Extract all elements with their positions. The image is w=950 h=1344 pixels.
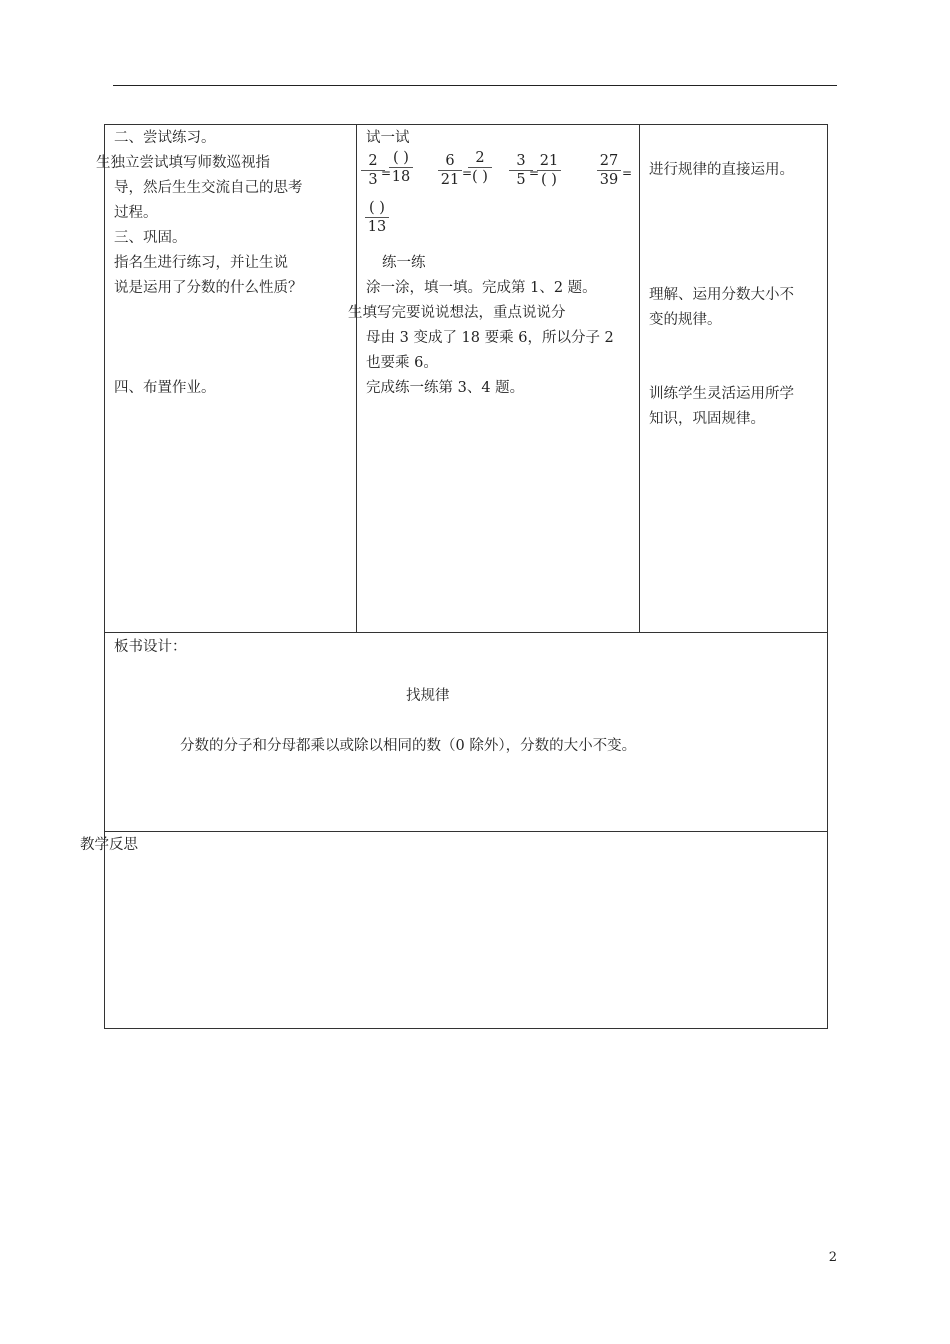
page-number: 2 — [828, 1250, 837, 1265]
fraction: 2 3 — [361, 153, 385, 188]
fraction: ( ) 13 — [365, 200, 389, 235]
left-text-line: 导，然后生生交流自己的思考 — [114, 180, 303, 196]
row-divider-board — [104, 632, 828, 633]
mid-text-line: 生填写完要说说想法，重点说说分 — [348, 305, 566, 321]
row-divider-reflection — [104, 831, 828, 832]
mid-text-line: 也要乘 6。 — [366, 355, 438, 371]
header-rule — [113, 85, 837, 86]
left-text-line: 指名生进行练习，并让生说 — [114, 255, 288, 271]
mid-text-line: 完成练一练第 3、4 题。 — [366, 380, 525, 396]
mid-text-line: 涂一涂，填一填。完成第 1、2 题。 — [366, 280, 597, 296]
board-rule: 分数的分子和分母都乘以或除以相同的数（0 除外），分数的大小不变。 — [180, 738, 637, 754]
fraction: 21 ( ) — [537, 153, 561, 188]
purpose-note: 进行规律的直接运用。 — [649, 162, 794, 178]
purpose-note: 理解、运用分数大小不 — [649, 287, 794, 303]
left-text-line: 生独立尝试填写师数巡视指 — [96, 155, 270, 171]
purpose-note: 知识，巩固规律。 — [649, 411, 765, 427]
purpose-note: 训练学生灵活运用所学 — [649, 386, 794, 402]
equals-sign: = — [622, 166, 633, 180]
practice-title: 练一练 — [382, 255, 426, 271]
equals-sign: = — [462, 166, 473, 180]
mid-text-line: 母由 3 变成了 18 要乘 6，所以分子 2 — [366, 330, 614, 346]
board-title: 找规律 — [406, 688, 450, 704]
section-4-heading: 四、布置作业。 — [114, 380, 216, 396]
column-divider-2 — [639, 124, 640, 632]
left-text-line: 说是运用了分数的什么性质？ — [114, 280, 303, 296]
board-design-label: 板书设计： — [114, 639, 187, 655]
left-text-line: 过程。 — [114, 205, 158, 221]
reflection-label: 教学反思 — [80, 837, 138, 853]
equals-sign: = — [381, 166, 392, 180]
section-3-heading: 三、巩固。 — [114, 230, 187, 246]
try-title: 试一试 — [366, 130, 410, 146]
purpose-note: 变的规律。 — [649, 312, 722, 328]
fraction: ( ) 18 — [389, 150, 413, 185]
fraction: 6 21 — [438, 153, 462, 188]
fraction: 2 ( ) — [468, 150, 492, 185]
column-divider-1 — [356, 124, 357, 632]
equals-sign: = — [529, 166, 540, 180]
fraction: 27 39 — [597, 153, 621, 188]
section-2-heading: 二、尝试练习。 — [114, 130, 216, 146]
fraction: 3 5 — [509, 153, 533, 188]
